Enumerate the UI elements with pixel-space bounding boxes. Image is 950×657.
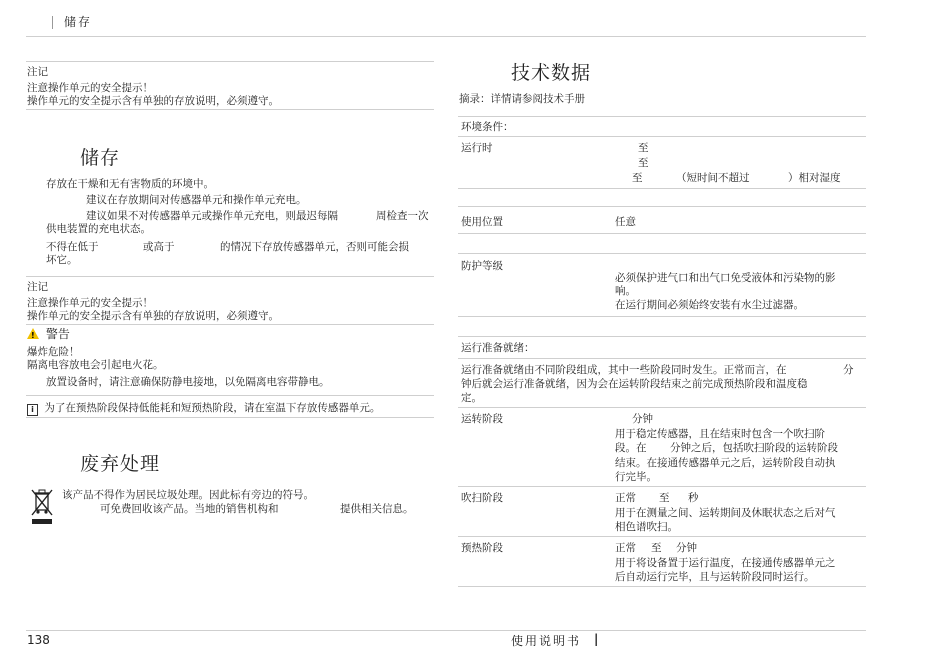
ready-desc-line2: 钟后就会运行准备就绪，因为会在运转阶段结束之前完成预热阶段和温度稳 (461, 378, 808, 390)
env-row4-rule (458, 253, 866, 254)
warmup-l1c: 分钟 (676, 542, 697, 554)
note1-title: 注记 (27, 66, 48, 78)
header-bar-mark (52, 16, 53, 29)
env-op-line2: 至 (638, 157, 649, 169)
note2-line1: 注意操作单元的安全提示！ (27, 297, 153, 309)
warmup-l1b: 至 (651, 542, 662, 554)
env-row3-rule (458, 233, 866, 234)
info-icon: i (27, 404, 38, 416)
storage-p1: 存放在干燥和无有害物质的环境中。 (46, 178, 214, 190)
note1-line1: 注意操作单元的安全提示！ (27, 82, 153, 94)
env-top-rule (458, 116, 866, 117)
purge-l1c: 秒 (688, 492, 699, 504)
ready-desc-line1b: 分 (843, 364, 854, 376)
ready-desc-line3: 定。 (461, 392, 482, 404)
warmup-l2: 用于将设备置于运行温度，在接通传感器单元之 (615, 557, 836, 569)
note1-line2: 操作单元的安全提示含有单独的存放说明，必须遵守。 (27, 95, 279, 107)
env-op-line3c: ）相对湿度 (788, 172, 841, 184)
footer-separator: | (594, 632, 599, 646)
purge-l3: 相色谱吹扫。 (615, 521, 678, 533)
env-protection-line3: 在运行期间必须始终安装有水尘过滤器。 (615, 299, 804, 311)
running-l2: 用于稳定传感器，且在结束时包含一个吹扫阶 (615, 428, 825, 440)
warning-line3: 放置设备时，请注意确保防静电接地，以免隔离电容带静电。 (46, 376, 330, 388)
warning-line2: 隔离电容放电会引起电火花。 (27, 359, 164, 371)
env-op-line1: 至 (638, 142, 649, 154)
ready-desc-line1a: 运行准备就绪由不同阶段组成，其中一些阶段同时发生。正常而言，在 (461, 364, 787, 376)
storage-p4d: 坏它。 (46, 254, 78, 266)
tech-data-heading: 技术数据 (511, 62, 592, 84)
weee-crossed-bin-icon (30, 488, 54, 526)
warning-bottom-rule (26, 395, 434, 396)
disposal-line2b: 提供相关信息。 (340, 503, 414, 515)
warmup-rule (458, 586, 866, 587)
env-title-rule (458, 136, 866, 137)
running-phase-label: 运转阶段 (461, 413, 503, 425)
header-section-title: 储存 (64, 15, 93, 29)
running-l4: 结束。在接通传感器单元之后，运转阶段自动执 (615, 457, 836, 469)
note2-title: 注记 (27, 281, 48, 293)
warmup-phase-label: 预热阶段 (461, 542, 503, 554)
env-op-line3a: 至 (632, 172, 643, 184)
footer-page-number: 138 (27, 633, 50, 647)
warmup-l1a: 正常 (615, 542, 636, 554)
env-protection-line1: 必须保护进气口和出气口免受液体和污染物的影 (615, 272, 836, 284)
warning-title: 警告 (45, 327, 70, 341)
env-protection-line2: 响。 (615, 285, 636, 297)
disposal-line2a: 可免费回收该产品。当地的销售机构和 (100, 503, 279, 515)
running-l1: 分钟 (632, 413, 653, 425)
storage-p4c: 的情况下存放传感器单元，否则可能会损 (220, 241, 409, 253)
env-protection-label: 防护等级 (461, 260, 503, 272)
storage-p3b: 周检查一次 (376, 210, 429, 222)
purge-phase-label: 吹扫阶段 (461, 492, 503, 504)
footer-divider (26, 630, 866, 631)
env-row1-rule (458, 188, 866, 189)
header-divider (26, 36, 866, 37)
warning-title-row (27, 327, 70, 341)
env-position-label: 使用位置 (461, 216, 503, 228)
tech-data-excerpt: 摘录：详情请参阅技术手册 (459, 93, 585, 105)
footer-manual-title: 使用说明书 (511, 634, 582, 648)
env-row5-rule (458, 316, 866, 317)
env-op-line3b: （短时间不超过 (676, 172, 750, 184)
note2-line2: 操作单元的安全提示含有单独的存放说明，必须遵守。 (27, 310, 279, 322)
warning-triangle-icon (27, 328, 39, 339)
running-l3a: 段。在 (615, 442, 647, 454)
env-title: 环境条件： (461, 121, 514, 133)
ready-desc-rule (458, 407, 866, 408)
purge-rule (458, 536, 866, 537)
warmup-l3: 后自动运行完毕，且与运转阶段同时运行。 (615, 571, 815, 583)
note2-top-rule (26, 276, 434, 277)
purge-l1b: 至 (659, 492, 670, 504)
storage-p3c: 供电装置的充电状态。 (46, 223, 151, 235)
note2-bottom-rule (26, 324, 434, 325)
running-rule (458, 486, 866, 487)
info-text: 为了在预热阶段保持低能耗和短预热阶段，请在室温下存放传感器单元。 (44, 402, 381, 414)
running-l3b: 分钟之后，包括吹扫阶段的运转阶段 (670, 442, 838, 454)
disposal-line1: 该产品不得作为居民垃圾处理。因此标有旁边的符号。 (62, 489, 314, 501)
purge-l1a: 正常 (615, 492, 636, 504)
note1-bottom-rule (26, 109, 434, 110)
storage-p3a: 建议如果不对传感器单元或操作单元充电，则最迟每隔 (86, 210, 338, 222)
storage-p4b: 或高于 (143, 241, 175, 253)
ready-title-rule (458, 358, 866, 359)
ready-title: 运行准备就绪： (461, 342, 535, 354)
storage-heading: 储存 (80, 147, 121, 169)
info-row (27, 401, 380, 416)
env-operation-label: 运行时 (461, 142, 493, 154)
env-row2-rule (458, 206, 866, 207)
purge-l2: 用于在测量之间、运转期间及休眠状态之后对气 (615, 507, 836, 519)
note1-top-rule (26, 61, 434, 62)
storage-p4a: 不得在低于 (46, 241, 99, 253)
warning-line1: 爆炸危险！ (27, 346, 80, 358)
disposal-heading: 废弃处理 (80, 453, 161, 475)
info-bottom-rule (26, 417, 434, 418)
storage-p2: 建议在存放期间对传感器单元和操作单元充电。 (86, 194, 307, 206)
env-position-value: 任意 (615, 216, 636, 228)
ready-top-rule (458, 336, 866, 337)
running-l5: 行完毕。 (615, 471, 657, 483)
